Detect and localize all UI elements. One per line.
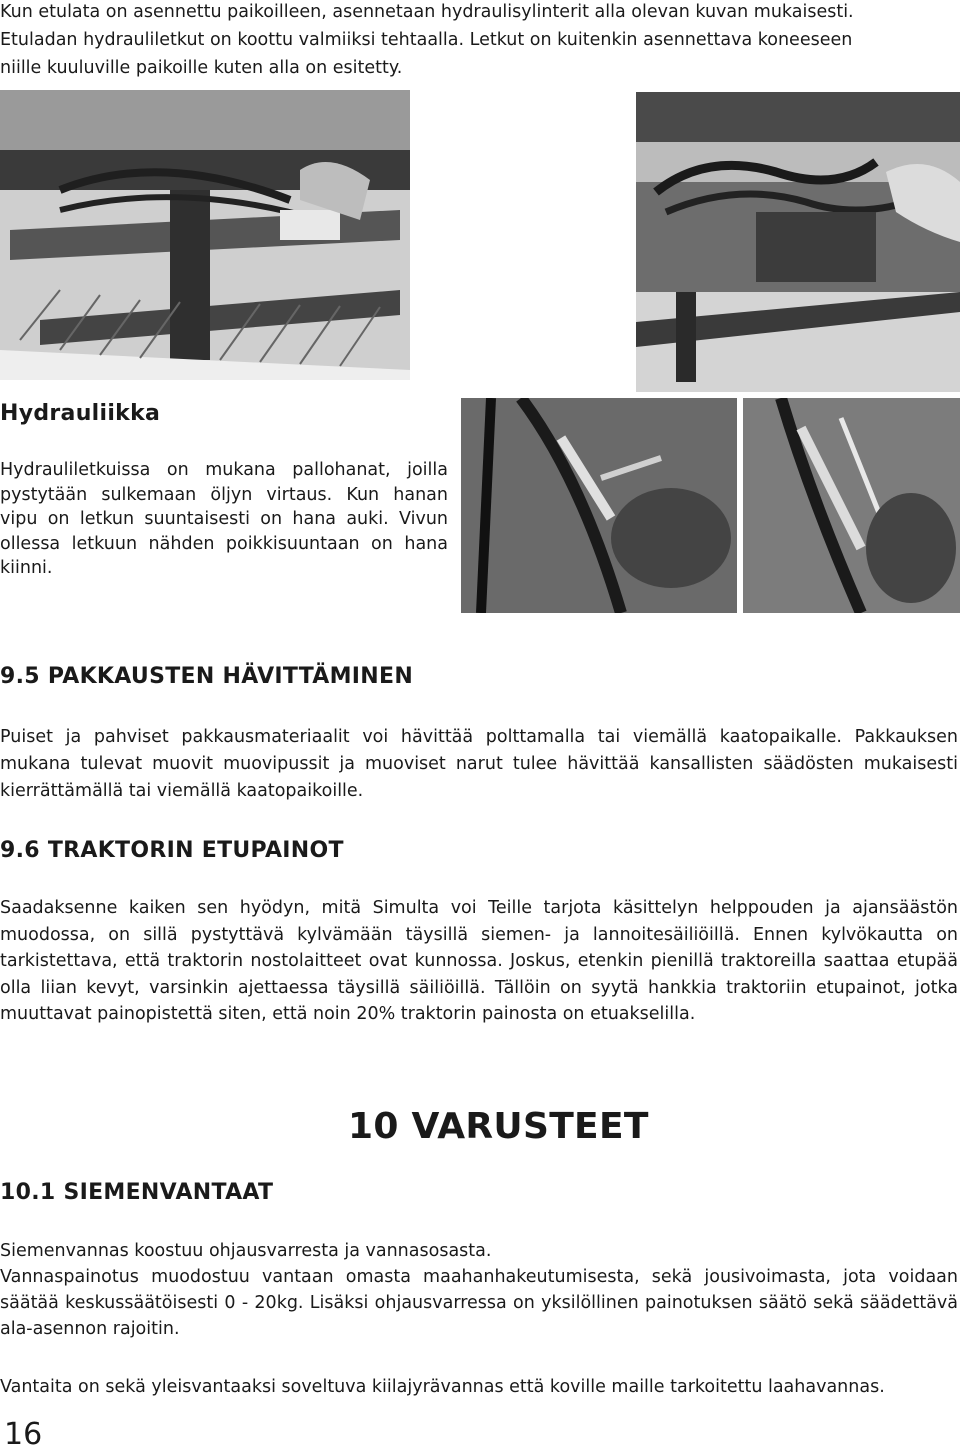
photo-hydraulic-hoses [636,92,960,392]
section-9-5-heading: 9.5 PAKKAUSTEN HÄVITTÄMINEN [0,664,414,689]
intro-line-1: Kun etulata on asennettu paikoilleen, asennetaan hydraulisylinterit alla olevan kuvan mukaisesti. [0,2,854,22]
section-10-1-para-2: Vannaspainotus muodostuu vantaan omasta maahanhakeutumisesta, sekä jousivoimasta, jota voidaan säätää keskussäätöisesti 0 - 20kg. Lisäksi ohjausvarressa on yksilöllinen painotuksen säätö sekä säädettävä ala-asennon rajoitin. [0,1267,958,1339]
intro-line-2: Etuladan hydrauliletkut on koottu valmiiksi tehtaalla. Letkut on kuitenkin asennettava koneeseen [0,30,853,50]
section-10-1-para-1: Siemenvannas koostuu ohjausvarresta ja vannasosasta. [0,1241,492,1261]
intro-line-3: niille kuuluville paikoille kuten alla on esitetty. [0,58,403,78]
section-9-5-body: Puiset ja pahviset pakkausmateriaalit voi hävittää polttamalla tai viemällä kaatopaikalle. Pakkauksen mukana tulevat muovit muovipussit ja muoviset narut tulee hävittää kansallisten säädösten mukaisesti kierrättämällä tai viemällä kaatopaikoille. [0,727,958,801]
section-10-1-heading: 10.1 SIEMENVANTAAT [0,1180,274,1205]
hydrauliikka-heading: Hydrauliikka [0,401,161,426]
photo-hydraulic-cylinder [0,90,410,380]
page-number: 16 [4,1417,43,1452]
hydrauliikka-body: Hydrauliletkuissa on mukana pallohanat, joilla pystytään sulkemaan öljyn virtaus. Kun hanan vipu on letkun suuntaisesti on hana auki. Vivun ollessa letkuun nähden poikkisuuntaan on hana kiinni. [0,460,448,578]
section-10-1-para-3: Vantaita on sekä yleisvantaaksi soveltuva kiilajyrävannas että koville maille tarkoitettu laahavannas. [0,1377,885,1397]
chapter-10-heading: 10 VARUSTEET [348,1106,649,1147]
section-9-6-heading: 9.6 TRAKTORIN ETUPAINOT [0,838,344,863]
photo-ball-valves [461,398,960,613]
section-9-6-body: Saadaksenne kaiken sen hyödyn, mitä Simulta voi Teille tarjota käsittelyn helppouden ja ajansäästön muodossa, on sillä pystyttävä kylvämään täysillä siemen- ja lannoitesäiliöillä. Ennen kylvökautta on tarkistettava, että traktorin nostolaitteet ovat kunnossa. Joskus, etenkin pienillä traktoreilla saattaa etupää olla liian kevyt, varsinkin ajettaessa täysillä säiliöillä. Tällöin on syytä hankkia traktoriin etupainot, jotka muuttavat painopistettä siten, että noin 20% traktorin painosta on etuakselilla. [0,898,958,1024]
